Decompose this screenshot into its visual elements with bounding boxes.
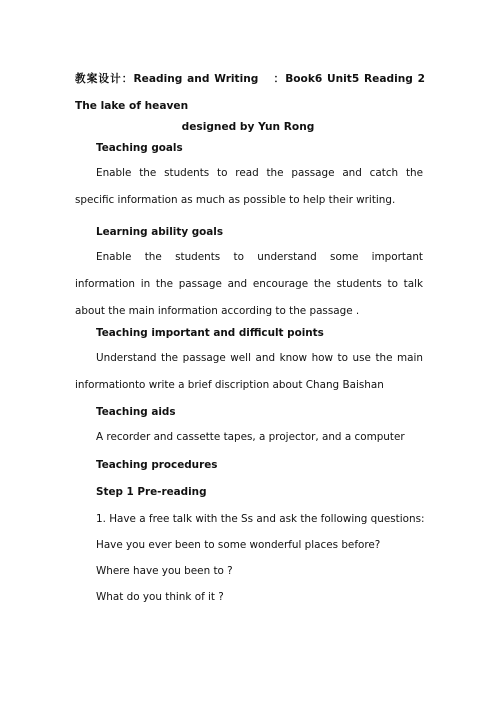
section-heading: Teaching important and difficult points: [96, 327, 324, 339]
section-important-points: [75, 325, 423, 399]
section-body: A recorder and cassette tapes, a projector, and a computer: [96, 431, 405, 443]
section-teaching-aids: [75, 404, 423, 451]
section-teaching-goals: [75, 140, 423, 214]
section-teaching-procedures: [75, 457, 423, 473]
question-line: Have you ever been to some wonderful places before?: [96, 539, 381, 551]
document-title: [75, 66, 425, 120]
section-learning-ability-goals: [75, 224, 423, 325]
section-heading: Step 1 Pre-reading: [96, 486, 207, 498]
title-prefix: 教案设计：: [75, 73, 134, 85]
section-heading: Learning ability goals: [96, 226, 224, 238]
author-byline: designed by Yun Rong: [181, 121, 315, 133]
question-line: What do you think of it ?: [96, 591, 224, 603]
title-rest: Book6 Unit5 Reading 2 The lake of heaven: [75, 73, 426, 112]
question-line: Where have you been to ?: [96, 565, 233, 577]
section-heading: Teaching aids: [96, 406, 176, 418]
title-separator: ：: [272, 73, 286, 85]
section-heading: Teaching goals: [96, 142, 183, 154]
title-main: Reading and Writing: [133, 73, 259, 85]
section-body: Enable the students to understand some important information in the passage and encourage the students to talk about the main information according to the passage .: [75, 251, 423, 317]
step-line: 1. Have a free talk with the Ss and ask the following questions:: [96, 513, 425, 525]
section-step-1: [75, 484, 423, 500]
section-body: Understand the passage well and know how to use the main informationto write a brief discription about Chang Baishan: [75, 352, 423, 391]
section-heading: Teaching procedures: [96, 459, 218, 471]
section-body: Enable the students to read the passage and catch the specific information as much as possible to help their writing.: [75, 167, 423, 206]
